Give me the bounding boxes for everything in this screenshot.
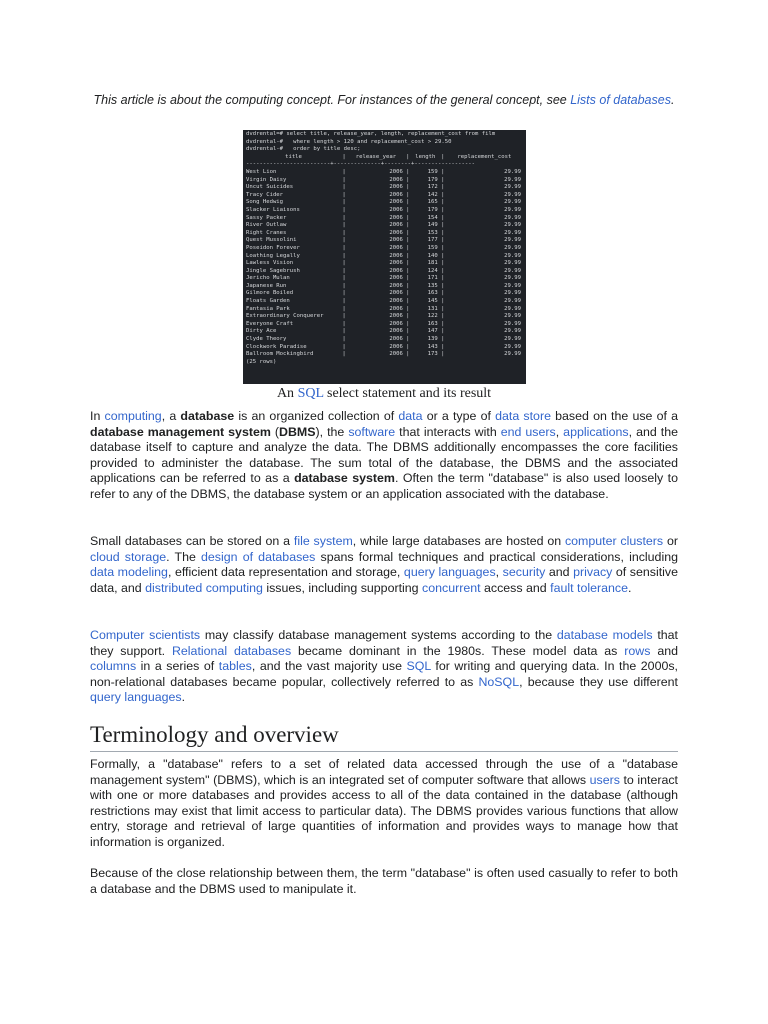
sql-terminal-screenshot <box>243 130 526 384</box>
result-cell: 29.99 <box>504 191 521 198</box>
result-cell: River Outlaw <box>246 222 287 229</box>
result-cell: 29.99 <box>504 206 521 213</box>
link-tables[interactable]: tables <box>218 659 252 674</box>
col-sep: | <box>441 176 445 183</box>
result-cell: 124 <box>427 267 438 274</box>
result-cell: 2006 <box>389 320 403 327</box>
result-row <box>246 328 523 336</box>
result-cell: 135 <box>427 282 438 289</box>
result-cell: 2006 <box>389 343 403 350</box>
link-data[interactable]: data <box>398 409 423 423</box>
col-release-year: release_year <box>355 153 397 160</box>
col-replacement-cost: replacement_cost <box>457 153 512 160</box>
result-cell: 2006 <box>389 176 403 183</box>
result-cell: 29.99 <box>504 267 521 274</box>
link-concurrent[interactable]: concurrent <box>422 580 481 595</box>
col-sep: | <box>441 298 445 305</box>
result-row <box>246 336 523 344</box>
result-row <box>246 184 523 192</box>
link-query-languages[interactable]: query languages <box>403 565 496 580</box>
result-row <box>246 215 523 223</box>
result-cell: Slacker Liaisons <box>246 206 300 213</box>
result-cell: Extraordinary Conquerer <box>246 313 324 320</box>
col-sep: | <box>342 282 346 289</box>
row-count: (25 rows) <box>246 358 277 365</box>
link-lists-of-databases[interactable]: Lists of databases <box>570 93 671 107</box>
col-sep: | <box>406 184 410 191</box>
result-cell: 177 <box>427 237 438 244</box>
result-cell: 2006 <box>389 191 403 198</box>
col-sep: | <box>342 191 346 198</box>
col-sep: | <box>406 275 410 282</box>
result-table <box>246 154 523 359</box>
link-fault-tolerance[interactable]: fault tolerance <box>550 580 628 595</box>
result-cell: Fantasia Park <box>246 305 290 312</box>
result-row <box>246 199 523 207</box>
col-sep: | <box>342 267 346 274</box>
col-sep: | <box>441 305 445 312</box>
result-cell: 2006 <box>389 206 403 213</box>
result-cell: 2006 <box>389 336 403 343</box>
link-applications[interactable]: applications <box>563 424 629 439</box>
result-cell: 163 <box>427 320 438 327</box>
result-cell: 29.99 <box>504 176 521 183</box>
result-cell: Jingle Sagebrush <box>246 267 300 274</box>
result-cell: 2006 <box>389 222 403 229</box>
result-cell: Uncut Suicides <box>246 184 294 191</box>
col-sep: | <box>342 336 346 343</box>
col-sep: | <box>441 313 445 320</box>
result-cell: 29.99 <box>504 222 521 229</box>
col-sep: | <box>441 328 445 335</box>
result-row <box>246 351 523 359</box>
link-columns[interactable]: columns <box>90 659 137 674</box>
result-cell: Japanese Run <box>246 282 287 289</box>
link-file-system[interactable]: file system <box>293 534 353 548</box>
result-row <box>246 177 523 185</box>
col-sep: | <box>406 168 410 175</box>
result-cell: 2006 <box>389 252 403 259</box>
result-cell: 2006 <box>389 290 403 297</box>
col-sep: | <box>342 260 346 267</box>
col-sep: | <box>342 290 346 297</box>
paragraph-intro: In computing, a database is an organized collection of data or a type of data store based on the use of a database management system (DBMS), the software that interacts with end users, applications, and the database itself to capture and analyze the data. The DBMS additionally encompasses the core facilities provided to administer the database. The sum total of the database, the DBMS and the associated applications can be referred to as a database system. Often the term "database" is also used loosely to refer to any of the DBMS, the database system or an application associated with the database. <box>90 409 679 501</box>
col-sep: | <box>406 298 410 305</box>
col-sep: | <box>342 305 346 312</box>
result-cell: 2006 <box>389 244 403 251</box>
result-row <box>246 169 523 177</box>
link-sql[interactable]: SQL <box>297 386 324 401</box>
result-row <box>246 306 523 314</box>
result-cell: 2006 <box>389 275 403 282</box>
result-cell: 2006 <box>389 298 403 305</box>
result-cell: 142 <box>427 191 438 198</box>
result-cell: 29.99 <box>504 229 521 236</box>
figure-caption: An SQL select statement and its result <box>276 386 492 401</box>
col-sep: | <box>342 199 346 206</box>
result-row <box>246 268 523 276</box>
result-cell: 29.99 <box>504 351 521 358</box>
col-sep: | <box>406 282 410 289</box>
col-sep: | <box>406 290 410 297</box>
result-row <box>246 260 523 268</box>
col-sep: | <box>406 320 410 327</box>
col-sep: | <box>441 351 445 358</box>
col-length: length <box>415 153 436 160</box>
result-row <box>246 192 523 200</box>
result-cell: Jericho Mulan <box>246 275 290 282</box>
result-cell: 29.99 <box>504 214 521 221</box>
result-row <box>246 344 523 352</box>
col-sep: | <box>342 222 346 229</box>
result-cell: 172 <box>427 184 438 191</box>
result-cell: 29.99 <box>504 244 521 251</box>
result-cell: Tracy Cider <box>246 191 284 198</box>
result-cell: 2006 <box>389 168 403 175</box>
paragraph-casual-usage: Because of the close relationship between them, the term "database" is often used casually to refer to both a database and the DBMS used to manipulate it. <box>90 866 678 896</box>
col-sep: | <box>441 336 445 343</box>
col-sep: | <box>342 252 346 259</box>
result-cell: Loathing Legally <box>246 252 300 259</box>
result-cell: 29.99 <box>504 336 521 343</box>
result-row <box>246 237 523 245</box>
col-sep: | <box>441 206 445 213</box>
result-cell: 2006 <box>389 267 403 274</box>
result-cell: 147 <box>427 328 438 335</box>
result-cell: 2006 <box>389 229 403 236</box>
result-row <box>246 313 523 321</box>
terminal-command-3: dvdrental-# order by title desc; <box>246 146 361 153</box>
col-sep: | <box>342 214 346 221</box>
result-cell: 149 <box>427 222 438 229</box>
result-cell: 145 <box>427 298 438 305</box>
col-sep: | <box>441 282 445 289</box>
result-cell: Floats Garden <box>246 298 290 305</box>
col-sep: | <box>342 184 346 191</box>
col-sep: | <box>406 229 410 236</box>
link-nosql[interactable]: NoSQL <box>478 674 520 689</box>
result-cell: Everyone Craft <box>246 320 294 327</box>
col-sep: | <box>406 305 410 312</box>
link-computer-clusters[interactable]: computer clusters <box>564 534 664 548</box>
col-sep: | <box>342 206 346 213</box>
col-sep: | <box>406 199 410 206</box>
result-cell: 2006 <box>389 184 403 191</box>
link-relational-databases[interactable]: Relational databases <box>171 643 292 658</box>
col-sep: | <box>342 275 346 282</box>
result-cell: 140 <box>427 252 438 259</box>
paragraph-formal-definition: Formally, a "database" refers to a set of related data accessed through the use of a "database management system" (DBMS), which is an integrated set of computer software that allows users to interact with one or more databases and provides access to all of the data contained in the database (although restrictions may exist that limit access to particular data). The DBMS provides various functions that allow entry, storage and retrieval of large quantities of information and provides ways to manage how that information is organized. <box>90 757 678 849</box>
col-sep: | <box>441 244 445 251</box>
result-cell: 29.99 <box>504 320 521 327</box>
result-cell: 29.99 <box>504 184 521 191</box>
col-sep: | <box>441 252 445 259</box>
result-cell: 29.99 <box>504 237 521 244</box>
section-heading-terminology: Terminology and overview <box>90 720 678 752</box>
link-privacy[interactable]: privacy <box>573 565 613 580</box>
col-sep: | <box>441 260 445 267</box>
result-row <box>246 283 523 291</box>
result-cell: 29.99 <box>504 282 521 289</box>
col-sep: | <box>406 336 410 343</box>
col-sep: | <box>406 191 410 198</box>
result-cell: West Lion <box>246 168 277 175</box>
col-sep: | <box>406 252 410 259</box>
result-cell: 179 <box>427 176 438 183</box>
result-cell: 131 <box>427 305 438 312</box>
result-cell: 173 <box>427 351 438 358</box>
link-data-store[interactable]: data store <box>495 409 551 423</box>
result-row <box>246 253 523 261</box>
link-data-modeling[interactable]: data modeling <box>90 565 168 580</box>
result-row <box>246 207 523 215</box>
result-cell: 29.99 <box>504 275 521 282</box>
result-cell: 2006 <box>389 214 403 221</box>
terminal-command-1: dvdrental=# select title, release_year, length, replacement_cost from film <box>246 131 496 137</box>
result-cell: 29.99 <box>504 298 521 305</box>
result-rows <box>246 169 523 359</box>
hatnote: This article is about the computing concept. For instances of the general concept, see Lists of databases. <box>93 93 675 107</box>
col-sep: | <box>406 328 410 335</box>
col-sep: | <box>406 260 410 267</box>
col-sep: | <box>406 343 410 350</box>
result-cell: 29.99 <box>504 168 521 175</box>
result-cell: Poseidon Forever <box>246 244 300 251</box>
result-row <box>246 222 523 230</box>
col-sep: | <box>441 320 445 327</box>
link-distributed-computing[interactable]: distributed computing <box>145 580 263 595</box>
col-sep: | <box>406 313 410 320</box>
col-sep: | <box>441 222 445 229</box>
col-sep: | <box>406 267 410 274</box>
result-cell: 171 <box>427 275 438 282</box>
result-cell: Quest Mussolini <box>246 237 297 244</box>
col-sep: | <box>342 298 346 305</box>
col-sep: | <box>342 313 346 320</box>
result-row <box>246 290 523 298</box>
result-cell: Ballroom Mockingbird <box>246 351 314 358</box>
result-cell: 2006 <box>389 328 403 335</box>
result-cell: 2006 <box>389 199 403 206</box>
col-sep: | <box>342 168 346 175</box>
col-sep: | <box>342 320 346 327</box>
result-header-row <box>246 154 523 162</box>
link-design-of-databases[interactable]: design of databases <box>201 549 316 564</box>
result-cell: Right Cranes <box>246 229 287 236</box>
result-cell: 154 <box>427 214 438 221</box>
col-sep: | <box>406 351 410 358</box>
col-sep: | <box>342 351 346 358</box>
col-sep: | <box>441 237 445 244</box>
link-computing[interactable]: computing <box>104 409 162 423</box>
col-sep: | <box>406 244 410 251</box>
result-cell: 29.99 <box>504 328 521 335</box>
link-end-users[interactable]: end users <box>500 424 556 439</box>
result-cell: 153 <box>427 229 438 236</box>
result-cell: Gilmore Boiled <box>246 290 294 297</box>
col-sep: | <box>441 290 445 297</box>
terminal-command-2: dvdrental-# where length > 120 and replacement_cost > 29.50 <box>246 138 452 145</box>
result-cell: Clyde Theory <box>246 336 287 343</box>
result-row <box>246 245 523 253</box>
col-sep: | <box>406 153 410 160</box>
col-sep: | <box>406 206 410 213</box>
result-row <box>246 275 523 283</box>
result-cell: 29.99 <box>504 290 521 297</box>
result-cell: 2006 <box>389 282 403 289</box>
result-row <box>246 230 523 238</box>
result-cell: 163 <box>427 290 438 297</box>
col-sep: | <box>342 244 346 251</box>
result-cell: 179 <box>427 206 438 213</box>
col-title: title <box>285 153 302 160</box>
link-query-languages-2[interactable]: query languages <box>90 690 182 705</box>
result-cell: 2006 <box>389 313 403 320</box>
col-sep: | <box>441 343 445 350</box>
col-sep: | <box>342 328 346 335</box>
result-cell: 122 <box>427 313 438 320</box>
col-sep: | <box>441 229 445 236</box>
col-sep: | <box>342 153 346 160</box>
result-row <box>246 321 523 329</box>
col-sep: | <box>406 237 410 244</box>
col-sep: | <box>441 168 445 175</box>
result-cell: Clockwork Paradise <box>246 343 307 350</box>
link-sql-2[interactable]: SQL <box>406 659 431 674</box>
result-cell: 29.99 <box>504 252 521 259</box>
result-cell: 2006 <box>389 260 403 267</box>
col-sep: | <box>342 229 346 236</box>
result-cell: 29.99 <box>504 305 521 312</box>
result-cell: 181 <box>427 260 438 267</box>
result-cell: Song Hedwig <box>246 199 284 206</box>
link-users[interactable]: users <box>589 772 620 787</box>
result-cell: 2006 <box>389 237 403 244</box>
result-cell: 165 <box>427 199 438 206</box>
col-sep: | <box>342 343 346 350</box>
link-database-models[interactable]: database models <box>556 628 653 642</box>
col-sep: | <box>441 267 445 274</box>
result-cell: 159 <box>427 244 438 251</box>
result-row <box>246 298 523 306</box>
col-sep: | <box>441 184 445 191</box>
col-sep: | <box>406 214 410 221</box>
result-cell: 29.99 <box>504 343 521 350</box>
paragraph-storage: Small databases can be stored on a file system, while large databases are hosted on computer clusters or cloud storage. The design of databases spans formal techniques and practical considerations, including data modeling, efficient data representation and storage, query languages, security and privacy of sensitive data, and distributed computing issues, including supporting concurrent access and fault tolerance. <box>90 534 679 595</box>
result-cell: Sassy Packer <box>246 214 287 221</box>
result-cell: 29.99 <box>504 199 521 206</box>
result-cell: Lawless Vision <box>246 260 294 267</box>
col-sep: | <box>441 275 445 282</box>
col-sep: | <box>441 199 445 206</box>
link-rows[interactable]: rows <box>624 643 651 658</box>
col-sep: | <box>406 222 410 229</box>
col-sep: | <box>342 176 346 183</box>
link-computer-scientists[interactable]: Computer scientists <box>90 628 201 642</box>
col-sep: | <box>342 237 346 244</box>
result-cell: 2006 <box>389 351 403 358</box>
link-security[interactable]: security <box>502 565 546 580</box>
result-cell: 29.99 <box>504 260 521 267</box>
link-software[interactable]: software <box>348 424 396 439</box>
link-cloud-storage[interactable]: cloud storage <box>90 549 167 564</box>
col-sep: | <box>406 176 410 183</box>
result-divider: -------------------------+--------------+--------+------------------ <box>246 161 476 168</box>
result-cell: Virgin Daisy <box>246 176 287 183</box>
col-sep: | <box>441 191 445 198</box>
col-sep: | <box>441 153 445 160</box>
result-cell: 139 <box>427 336 438 343</box>
result-cell: 2006 <box>389 305 403 312</box>
result-cell: 29.99 <box>504 313 521 320</box>
col-sep: | <box>441 214 445 221</box>
paragraph-models: Computer scientists may classify database management systems according to the database models that they support. Relational databases became dominant in the 1980s. These model data as rows and columns in a series of tables, and the vast majority use SQL for writing and querying data. In the 2000s, non-relational databases became popular, collectively referred to as NoSQL, because they use different query languages. <box>90 628 678 705</box>
result-cell: 159 <box>427 168 438 175</box>
result-cell: 143 <box>427 343 438 350</box>
result-cell: Dirty Ace <box>246 328 277 335</box>
